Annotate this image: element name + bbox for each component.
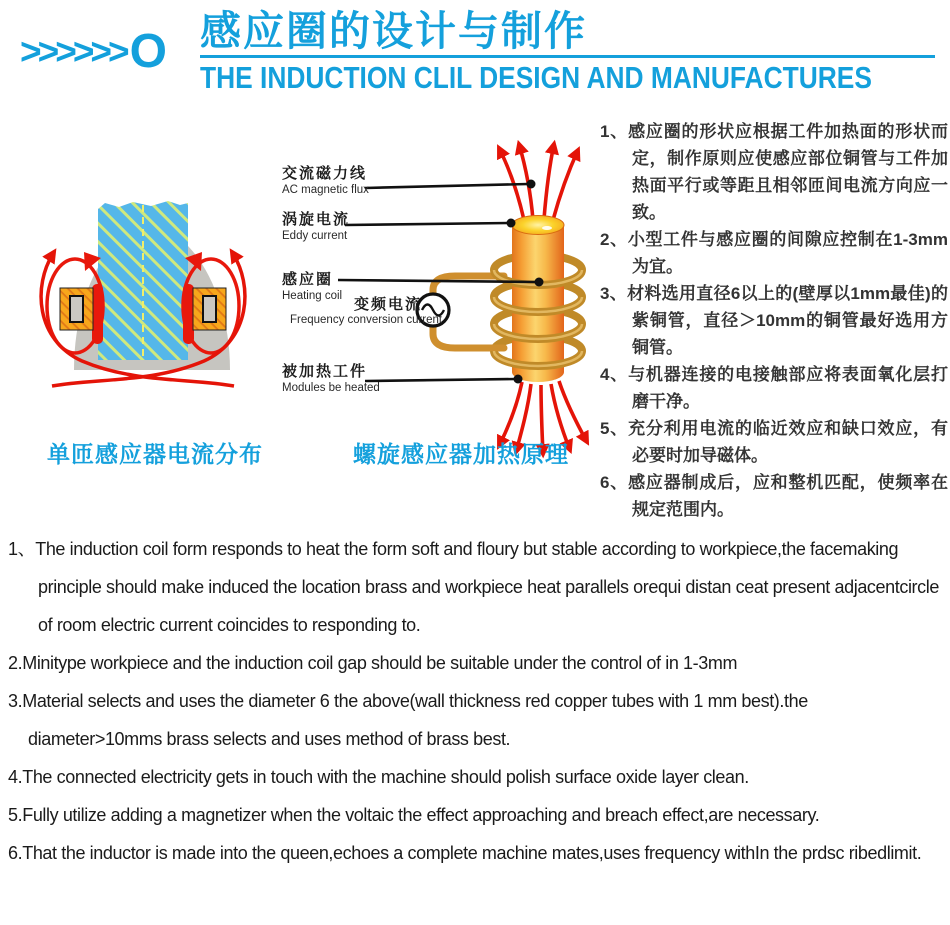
cn-note-3: [600, 280, 948, 361]
flux-arrows-top: [499, 144, 578, 220]
label-work-en: Modules be heated: [282, 382, 380, 394]
spiral-inductor-diagram: [270, 120, 600, 470]
cn-note-6: [600, 469, 948, 523]
cn-note-2-num: 2、: [600, 230, 628, 249]
en-note-5-num: 5.: [8, 805, 23, 825]
label-heating-coil: [282, 268, 342, 302]
en-note-1-text: The induction coil form responds to heat the form soft and floury but stable according to workpiece,the facemaking principle should make induced the location brass and workpiece heat parallels orequi distan ceat present adjacentcircle of room electric current coincides to responding to.: [35, 539, 939, 635]
coil-conductor-right: [203, 296, 216, 322]
en-note-6: [8, 834, 944, 872]
label-eddy-current: [282, 208, 350, 242]
workpiece-cylinder: [512, 225, 564, 382]
cylinder-top-sparkle: [542, 226, 552, 230]
leader-dot-coil: [535, 278, 544, 287]
cn-note-6-text: 感应器制成后，应和整机匹配，使频率在规定范围内。: [628, 473, 948, 519]
cn-note-1-text: 感应圈的形状应根据工件加热面的形状而定，制作原则应使感应部位铜管与工件加热面平行或等距且相邻匝间电流方向应一致。: [628, 122, 948, 222]
marker-o: O: [129, 25, 167, 78]
chinese-notes-list: [600, 118, 948, 523]
chevrons-icon: >>>>>>: [20, 31, 126, 72]
en-note-4-text: The connected electricity gets in touch with the machine should polish surface oxide layer clean.: [22, 767, 749, 787]
label-coil-cn: 感应圈: [282, 271, 334, 288]
en-note-2: [8, 644, 944, 682]
cn-note-1: [600, 118, 948, 226]
en-note-2-num: 2.: [8, 653, 23, 673]
left-diagram-caption: 单匝感应器电流分布: [47, 441, 263, 467]
single-turn-inductor-diagram: [28, 188, 278, 438]
label-ac-magnetic-flux: [282, 162, 369, 196]
cn-note-5-num: 5、: [600, 419, 629, 438]
en-note-2-text: Minitype workpiece and the induction coil gap should be suitable under the control of in 1-3mm: [22, 653, 738, 673]
mid-diagram-caption: 螺旋感应器加热原理: [353, 441, 569, 467]
label-frequency-current-en: [290, 313, 442, 326]
label-freq-cn: 变频电流: [354, 296, 423, 313]
label-coil-en: Heating coil: [282, 290, 343, 302]
cn-note-1-num: 1、: [600, 122, 629, 141]
leader-dot-eddy: [507, 219, 516, 228]
page-title-chinese: 感应圈的设计与制作: [200, 8, 587, 54]
leader-dot-flux: [527, 180, 536, 189]
en-note-5-text: Fully utilize adding a magnetizer when the voltaic the effect approaching and breach effect,are necessary.: [22, 805, 820, 825]
en-note-3-num: 3.: [8, 691, 23, 711]
label-work-cn: 被加热工件: [282, 363, 368, 380]
cn-note-5-text: 充分利用电流的临近效应和缺口效应，有必要时加导磁体。: [628, 419, 948, 465]
page-title-english: THE INDUCTION CLIL DESIGN AND MANUFACTURES: [200, 60, 872, 95]
label-flux-en: AC magnetic flux: [282, 184, 369, 196]
cn-note-4-num: 4、: [600, 365, 629, 384]
en-note-1-num: 1、: [8, 539, 36, 559]
cn-note-4-text: 与机器连接的电接触部应将表面氧化层打磨干净。: [628, 365, 948, 411]
title-underline: [200, 55, 935, 58]
leader-dot-work: [514, 375, 523, 384]
english-notes-list: [8, 530, 944, 872]
label-frequency-current-cn: [354, 293, 422, 314]
label-heated-module: [282, 360, 380, 394]
cn-note-5: [600, 415, 948, 469]
cn-note-3-num: 3、: [600, 284, 628, 303]
label-eddy-en: Eddy current: [282, 230, 348, 242]
en-note-6-num: 6.: [8, 843, 23, 863]
coil-conductor-left: [70, 296, 83, 322]
en-note-1: [8, 530, 944, 644]
label-eddy-cn: 涡旋电流: [282, 211, 351, 228]
cn-note-3-text: 材料选用直径6以上的(壁厚以1mm最佳)的紫铜管，直径＞10mm的铜管最好选用方铜管。: [627, 284, 948, 357]
en-note-4-num: 4.: [8, 767, 23, 787]
en-note-4: [8, 758, 944, 796]
label-freq-en: Frequency conversion current: [290, 314, 443, 326]
cn-note-6-num: 6、: [600, 473, 629, 492]
en-note-5: [8, 796, 944, 834]
cn-note-2: [600, 226, 948, 280]
header-marker: [20, 24, 167, 79]
en-note-3: [8, 682, 944, 758]
cn-note-2-text: 小型工件与感应圈的间隙应控制在1-3mm为宜。: [627, 230, 948, 276]
label-flux-cn: 交流磁力线: [282, 165, 368, 182]
en-note-3-text: Material selects and uses the diameter 6 the above(wall thickness red copper tubes with 1 mm best).the diameter>10mms brass selects and uses method of brass best.: [22, 691, 808, 749]
page-header: [200, 8, 940, 96]
en-note-6-text: That the inductor is made into the queen,echoes a complete machine mates,uses frequency withIn the prdsc ribedlimit.: [22, 843, 922, 863]
cylinder-top-face: [512, 216, 564, 235]
cn-note-4: [600, 361, 948, 415]
